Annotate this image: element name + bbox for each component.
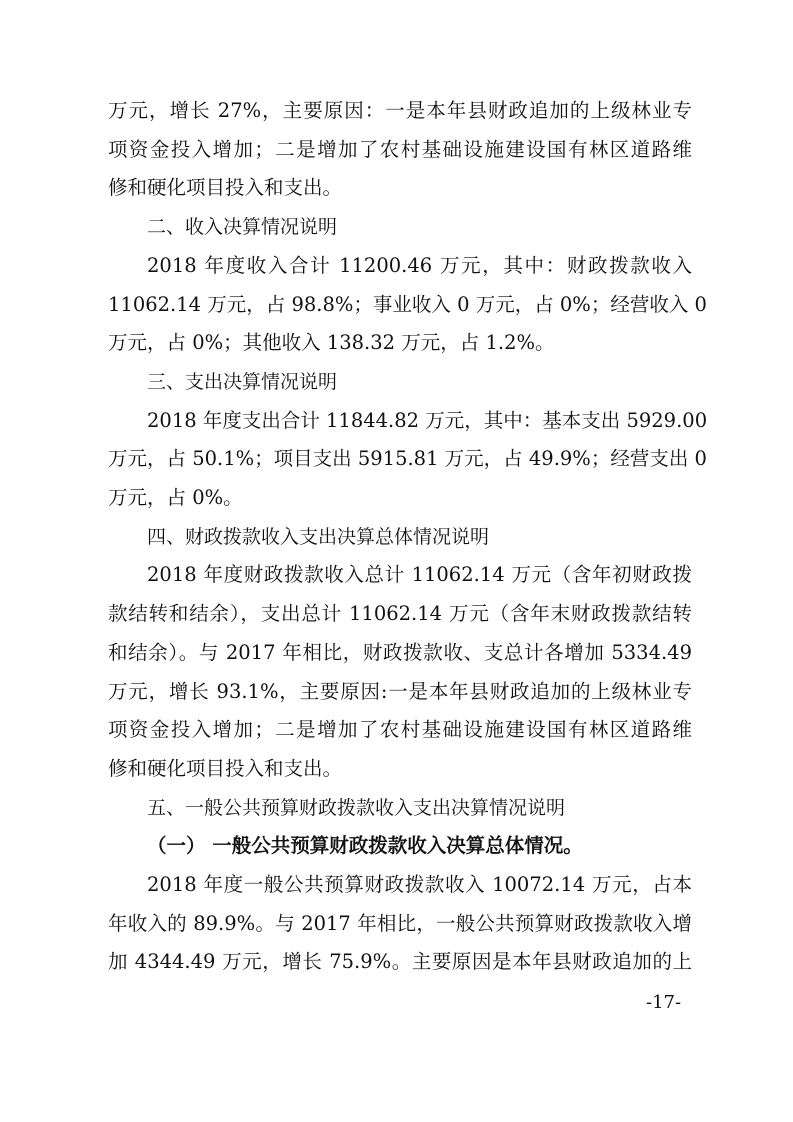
text-line: 2018 年度一般公共预算财政拨款收入 10072.14 万元，占本 (147, 873, 692, 897)
page-number: -17- (646, 992, 682, 1013)
text-line: 11062.14 万元，占 98.8%；事业收入 0 万元，占 0%；经营收入 0 (108, 292, 707, 316)
text-line: 2018 年度收入合计 11200.46 万元，其中：财政拨款收入 (147, 253, 692, 277)
text-line: 修和硬化项目投入和支出。 (108, 176, 343, 200)
paragraph-fiscal-appropriation (108, 556, 692, 788)
text-line: 万元，占 0%；其他收入 138.32 万元，占 1.2%。 (108, 331, 555, 355)
text-line: 万元，占 50.1%；项目支出 5915.81 万元，占 49.9%；经营支出 0 (108, 447, 707, 471)
text-line: 年收入的 89.9%。与 2017 年相比，一般公共预算财政拨款收入增 (108, 911, 692, 935)
paragraph-general-budget-income (108, 866, 692, 982)
text-line: 和结余）。与 2017 年相比，财政拨款收、支总计各增加 5334.49 (108, 640, 692, 664)
text-line: 项资金投入增加；二是增加了农村基础设施建设国有林区道路维 (108, 718, 692, 742)
text-line: 2018 年度支出合计 11844.82 万元，其中：基本支出 5929.00 (147, 408, 708, 432)
text-line: 2018 年度财政拨款收入总计 11062.14 万元（含年初财政拨 (147, 563, 692, 587)
subsection-heading-general-budget-income: （一） 一般公共预算财政拨款收入决算总体情况。 (147, 834, 583, 858)
text-line: 万元，增长 27%，主要原因：一是本年县财政追加的上级林业专 (108, 99, 692, 122)
section-heading-expenditure: 三、支出决算情况说明 (147, 370, 338, 393)
document-body (108, 92, 708, 982)
paragraph-continuation (108, 92, 692, 208)
paragraph-expenditure (108, 402, 708, 518)
section-heading-general-budget: 五、一般公共预算财政拨款收入支出决算情况说明 (147, 796, 566, 819)
text-line: 加 4344.49 万元，增长 75.9%。主要原因是本年县财政追加的上 (108, 950, 692, 974)
text-line: 修和硬化项目投入和支出。 (108, 756, 343, 780)
paragraph-income (108, 247, 707, 363)
text-line: 万元，增长 93.1%，主要原因:一是本年县财政追加的上级林业专 (108, 679, 692, 703)
section-heading-income: 二、收入决算情况说明 (147, 216, 338, 239)
text-line: 款结转和结余），支出总计 11062.14 万元（含年末财政拨款结转 (108, 602, 692, 626)
section-heading-fiscal-appropriation: 四、财政拨款收入支出决算总体情况说明 (147, 525, 490, 548)
text-line: 项资金投入增加；二是增加了农村基础设施建设国有林区道路维 (108, 137, 692, 161)
text-line: 万元，占 0%。 (108, 486, 243, 510)
